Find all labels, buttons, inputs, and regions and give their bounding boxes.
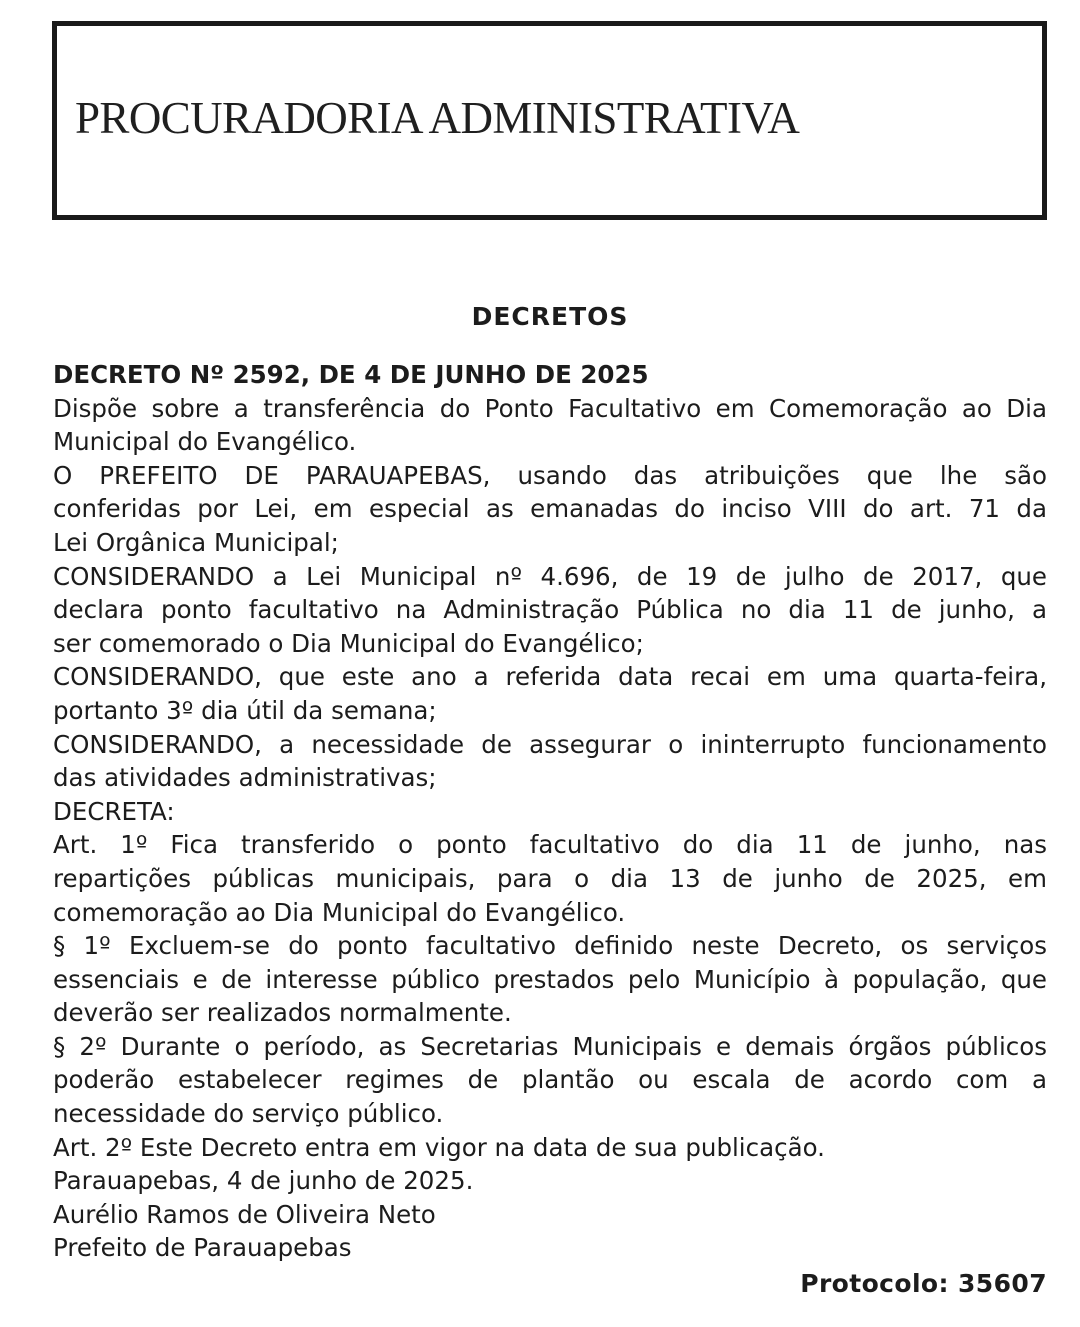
decree-line: Dispõe sobre a transferência do Ponto Facultativo em Comemoração ao Dia — [53, 393, 1047, 423]
decree-line: necessidade do serviço público. — [53, 1099, 444, 1129]
header-box — [52, 21, 1047, 220]
decree-line: das atividades administrativas; — [53, 763, 437, 793]
decree-line: CONSIDERANDO, a necessidade de assegurar o ininterrupto funcionamento — [53, 729, 1047, 759]
decree-line: Art. 1º Fica transferido o ponto facultativo do dia 11 de junho, nas — [53, 830, 1047, 860]
decree-line: Parauapebas, 4 de junho de 2025. — [53, 1166, 474, 1196]
decree-line: O PREFEITO DE PARAUAPEBAS, usando das atribuições que lhe são — [53, 460, 1047, 490]
section-heading: DECRETOS — [471, 302, 629, 331]
decree-line: CONSIDERANDO a Lei Municipal nº 4.696, de 19 de julho de 2017, que — [53, 561, 1047, 591]
decree-line: poderão estabelecer regimes de plantão ou escala de acordo com a — [53, 1065, 1047, 1095]
decree-line: § 1º Excluem-se do ponto facultativo definido neste Decreto, os serviços — [53, 931, 1047, 961]
protocol-number: Protocolo: 35607 — [800, 1269, 1047, 1298]
decree-line: conferidas por Lei, em especial as emanadas do inciso VIII do art. 71 da — [53, 494, 1047, 524]
decree-line: essenciais e de interesse público prestados pelo Município à população, que — [53, 964, 1047, 994]
decree-line: Lei Orgânica Municipal; — [53, 527, 339, 557]
decree-line: Art. 2º Este Decreto entra em vigor na data de sua publicação. — [53, 1132, 825, 1162]
decree-line: declara ponto facultativo na Administração Pública no dia 11 de junho, a — [53, 595, 1047, 625]
decree-line: deverão ser realizados normalmente. — [53, 998, 512, 1028]
decree-line: CONSIDERANDO, que este ano a referida data recai em uma quarta-feira, — [53, 662, 1047, 692]
decree-line: ser comemorado o Dia Municipal do Evangélico; — [53, 628, 644, 658]
signatory-name: Aurélio Ramos de Oliveira Neto — [53, 1199, 436, 1229]
decree-line: portanto 3º dia útil da semana; — [53, 695, 437, 725]
decree-title: DECRETO Nº 2592, DE 4 DE JUNHO DE 2025 — [53, 360, 649, 389]
decree-line: repartições públicas municipais, para o dia 13 de junho de 2025, em — [53, 863, 1047, 893]
decree-line: § 2º Durante o período, as Secretarias Municipais e demais órgãos públicos — [53, 1031, 1047, 1061]
decree-line: DECRETA: — [53, 796, 175, 826]
decree-line: Municipal do Evangélico. — [53, 427, 357, 457]
decree-body — [53, 358, 1047, 1265]
section-title: PROCURADORIA ADMINISTRATIVA — [75, 93, 800, 143]
decree-line: comemoração ao Dia Municipal do Evangélico. — [53, 897, 626, 927]
signatory-role: Prefeito de Parauapebas — [53, 1233, 352, 1263]
